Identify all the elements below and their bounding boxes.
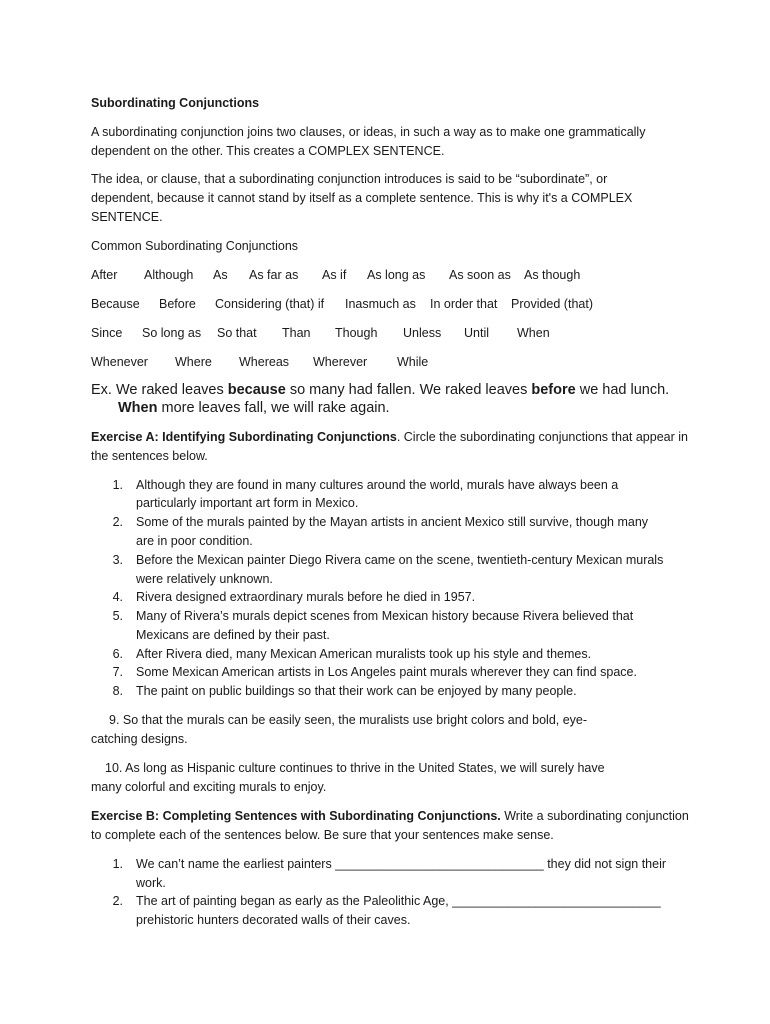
list-number: 1. [112, 478, 123, 492]
exercise-a-instruction: Exercise A: Identifying Subordinating Conjunctions. Circle the subordinating conjunctions that appear in [91, 430, 688, 444]
list-number: 6. [112, 647, 123, 661]
fill-in-item: prehistoric hunters decorated walls of their caves. [136, 913, 411, 927]
exercise-b-instruction: Exercise B: Completing Sentences with Subordinating Conjunctions. Write a subordinating conjunction [91, 809, 689, 823]
conjunction-word: As [213, 268, 228, 282]
list-number: 2. [112, 894, 123, 908]
exercise-a-heading: Exercise A: Identifying Subordinating Conjunctions [91, 430, 397, 444]
conjunction-word: So that [217, 326, 257, 340]
conjunction-word: Because [91, 297, 140, 311]
list-item-9: 9. So that the murals can be easily seen, the muralists use bright colors and bold, eye- [109, 713, 588, 727]
list-number: 7. [112, 665, 123, 679]
conjunction-word: As long as [367, 268, 426, 282]
fill-in-item: The art of painting began as early as the Paleolithic Age, ______________________________ [136, 894, 661, 908]
conjunction-word: Where [175, 355, 212, 369]
conjunction-word: Inasmuch as [345, 297, 416, 311]
list-item-10: 10. As long as Hispanic culture continues to thrive in the United States, we will surely have [105, 761, 605, 775]
list-number: 3. [112, 553, 123, 567]
conjunction-word: As if [322, 268, 347, 282]
conjunction-word: Until [464, 326, 490, 340]
common-conjunctions-heading: Common Subordinating Conjunctions [91, 239, 299, 253]
conjunction-word: As soon as [449, 268, 511, 282]
list-number: 1. [112, 857, 123, 871]
conjunction-word: Although [144, 268, 194, 282]
conjunction-word: Whenever [91, 355, 148, 369]
list-item: Mexicans are defined by their past. [136, 628, 330, 642]
list-item: are in poor condition. [136, 534, 253, 548]
intro-line: A subordinating conjunction joins two clauses, or ideas, in such a way as to make one grammatically [91, 125, 646, 139]
intro-line: dependent on the other. This creates a COMPLEX SENTENCE. [91, 144, 445, 158]
exercise-b-instruction-line-2: to complete each of the sentences below. Be sure that your sentences make sense. [91, 828, 554, 842]
fill-in-item: We can’t name the earliest painters ______________________________ they did not sign their [136, 857, 667, 871]
example-line-2: When more leaves fall, we will rake again. [118, 400, 390, 416]
fill-in-item: work. [136, 876, 166, 890]
example-line-1: Ex. We raked leaves because so many had fallen. We raked leaves before we had lunch. [91, 382, 670, 398]
list-item: Many of Rivera’s murals depict scenes from Mexican history because Rivera believed that [136, 609, 634, 623]
conjunction-word: In order that [430, 297, 498, 311]
conjunction-word: While [397, 355, 429, 369]
list-item: After Rivera died, many Mexican American muralists took up his style and themes. [136, 647, 592, 661]
list-item: Although they are found in many cultures around the world, murals have always been a [136, 478, 619, 492]
list-item: Some of the murals painted by the Mayan artists in ancient Mexico still survive, though many [136, 515, 649, 529]
conjunction-word: So long as [142, 326, 202, 340]
explanation-line: dependent, because it cannot stand by itself as a complete sentence. This is why it's a COMPLEX [91, 191, 633, 205]
list-item: Rivera designed extraordinary murals before he died in 1957. [136, 590, 476, 604]
list-item: Some Mexican American artists in Los Angeles paint murals wherever they can find space. [136, 665, 637, 679]
conjunction-word: Unless [403, 326, 442, 340]
list-item-9-cont: catching designs. [91, 732, 188, 746]
list-item: were relatively unknown. [136, 572, 273, 586]
explanation-line: SENTENCE. [91, 210, 163, 224]
list-number: 4. [112, 590, 123, 604]
conjunction-word: Than [282, 326, 311, 340]
exercise-a-instruction-line-2: the sentences below. [91, 449, 208, 463]
page-title: Subordinating Conjunctions [91, 96, 260, 110]
list-number: 5. [112, 609, 123, 623]
explanation-line: The idea, or clause, that a subordinating conjunction introduces is said to be “subordinate”, or [91, 172, 608, 186]
conjunction-word: As far as [249, 268, 299, 282]
list-item: The paint on public buildings so that their work can be enjoyed by many people. [136, 684, 577, 698]
list-number: 8. [112, 684, 123, 698]
list-item: Before the Mexican painter Diego Rivera came on the scene, twentieth-century Mexican murals [136, 553, 664, 567]
conjunction-word: Since [91, 326, 123, 340]
list-item-10-cont: many colorful and exciting murals to enjoy. [91, 780, 327, 794]
conjunction-word: Considering (that) if [215, 297, 325, 311]
conjunction-word: Wherever [313, 355, 368, 369]
conjunction-word: When [517, 326, 550, 340]
list-item: particularly important art form in Mexico. [136, 496, 359, 510]
conjunction-word: Though [335, 326, 378, 340]
conjunction-word: Provided (that) [511, 297, 593, 311]
list-number: 2. [112, 515, 123, 529]
conjunction-word: Before [159, 297, 196, 311]
conjunction-word: As though [524, 268, 581, 282]
exercise-b-heading: Exercise B: Completing Sentences with Subordinating Conjunctions. [91, 809, 501, 823]
conjunction-word: After [91, 268, 118, 282]
conjunction-word: Whereas [239, 355, 290, 369]
